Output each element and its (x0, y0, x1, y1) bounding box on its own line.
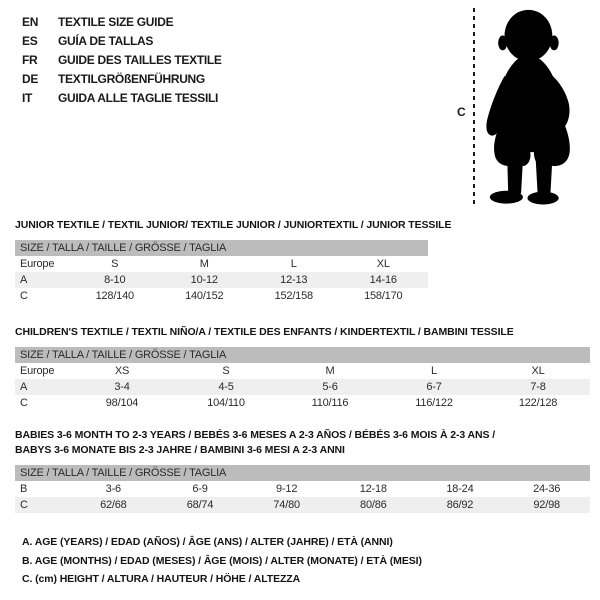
size-cell: 80/86 (360, 499, 387, 511)
size-cell: XS (114, 365, 130, 377)
toddler-silhouette-image (482, 8, 584, 210)
language-code: DE (22, 71, 39, 86)
size-cell: 3-4 (114, 381, 130, 393)
row-label-cell: C (20, 290, 28, 302)
table-row (15, 363, 590, 379)
language-name: TEXTILE SIZE GUIDE (58, 14, 174, 29)
size-cell: XL (531, 365, 545, 377)
size-cell: 14-16 (369, 274, 397, 286)
size-cell: 116/122 (415, 397, 453, 409)
row-label-cell: A (20, 274, 28, 286)
row-label-cell: A (20, 381, 28, 393)
size-cell: 12-18 (359, 483, 387, 495)
footnote-line-c: C. (cm) HEIGHT / ALTURA / HAUTEUR / HÖHE / ALTEZZA (22, 573, 301, 585)
size-cell: 104/110 (207, 397, 245, 409)
table-row (15, 497, 590, 513)
childrens-textile-section (15, 325, 590, 411)
size-cell: L (290, 258, 297, 270)
language-name: GUIDE DES TAILLES TEXTILE (58, 52, 222, 67)
table-row (15, 256, 428, 272)
size-cell: 18-24 (446, 483, 474, 495)
language-code: ES (22, 33, 38, 48)
childrens-size-table (15, 347, 590, 411)
size-cell: 12-13 (280, 274, 308, 286)
language-item (22, 69, 222, 88)
size-header-bar: SIZE / TALLA / TAILLE / GRÖSSE / TAGLIA (15, 240, 428, 256)
language-list (22, 12, 222, 107)
size-cell: 5-6 (322, 381, 338, 393)
row-label-cell: C (20, 397, 28, 409)
language-item (22, 12, 222, 31)
size-cell: XL (376, 258, 390, 270)
size-cell: 98/104 (105, 397, 139, 409)
language-item (22, 50, 222, 69)
row-label-cell: Europe (20, 365, 55, 377)
size-cell: 140/152 (185, 290, 224, 302)
height-measure-label-c: C (457, 105, 466, 119)
size-cell: 10-12 (190, 274, 218, 286)
language-name: GUÍA DE TALLAS (58, 33, 154, 48)
size-cell: 4-5 (218, 381, 234, 393)
size-cell: 24-36 (533, 483, 561, 495)
table-title: JUNIOR TEXTILE / TEXTIL JUNIOR/ TEXTILE JUNIOR / JUNIORTEXTIL / JUNIOR TESSILE (15, 219, 452, 231)
size-cell: 6-9 (192, 483, 208, 495)
babies-size-table (15, 465, 590, 513)
footnote-line-a: A. AGE (YEARS) / EDAD (AÑOS) / ÂGE (ANS) / ALTER (JAHRE) / ETÀ (ANNI) (22, 536, 393, 548)
size-cell: 3-6 (105, 483, 121, 495)
height-figure (450, 8, 598, 216)
language-name: GUIDA ALLE TAGLIE TESSILI (58, 90, 219, 105)
size-cell: L (431, 365, 437, 377)
size-cell: 74/80 (273, 499, 300, 511)
junior-size-table (15, 240, 428, 304)
size-cell: M (325, 365, 335, 377)
size-cell: 122/128 (518, 397, 558, 409)
table-row (15, 395, 590, 411)
size-cell: 158/170 (364, 290, 403, 302)
size-cell: M (199, 258, 209, 270)
size-cell: 9-12 (276, 483, 298, 495)
size-cell: 152/158 (274, 290, 313, 302)
language-name: TEXTILGRÖßENFÜHRUNG (58, 71, 205, 86)
table-header-row (15, 240, 428, 256)
language-item (22, 88, 222, 107)
size-header-bar: SIZE / TALLA / TAILLE / GRÖSSE / TAGLIA (15, 465, 590, 481)
size-cell: 7-8 (530, 381, 546, 393)
size-cell: 92/98 (533, 499, 560, 511)
footnotes (22, 533, 422, 589)
table-row (15, 288, 428, 304)
size-cell: 6-7 (426, 381, 442, 393)
row-label-cell: B (20, 483, 28, 495)
table-row (15, 481, 590, 497)
language-code: EN (22, 14, 39, 29)
row-label-cell: Europe (20, 258, 55, 270)
size-cell: S (111, 258, 119, 270)
size-cell: 8-10 (104, 274, 126, 286)
row-label-cell: C (20, 499, 28, 511)
table-row (15, 272, 428, 288)
table-header-row (15, 347, 590, 363)
table-title: BABIES 3-6 MONTH TO 2-3 YEARS / BEBÉS 3-6 MESES A 2-3 AÑOS / BÉBÉS 3-6 MOIS À 2-3 ANS / (15, 429, 496, 441)
size-cell: S (222, 365, 230, 377)
table-header-row (15, 465, 590, 481)
size-cell: 68/74 (186, 499, 214, 511)
size-cell: 62/68 (100, 499, 127, 511)
junior-textile-section (15, 218, 452, 304)
size-cell: 110/116 (311, 397, 349, 409)
footnote-line-b: B. AGE (MONTHS) / EDAD (MESES) / ÂGE (MOIS) / ALTER (MONATE) / ETÀ (MESI) (22, 554, 422, 567)
babies-textile-section (15, 428, 590, 513)
language-code: IT (22, 90, 33, 105)
table-row (15, 379, 590, 395)
height-dashed-line (473, 8, 475, 208)
table-title: CHILDREN'S TEXTILE / TEXTIL NIÑO/A / TEXTILE DES ENFANTS / KINDERTEXTIL / BAMBINI TESSILE (15, 326, 514, 338)
size-header-bar: SIZE / TALLA / TAILLE / GRÖSSE / TAGLIA (15, 347, 590, 363)
size-cell: 86/92 (446, 499, 474, 511)
table-title: BABYS 3-6 MONATE BIS 2-3 JAHRE / BAMBINI 3-6 MESI A 2-3 ANNI (15, 444, 345, 456)
size-cell: 128/140 (95, 290, 134, 302)
language-item (22, 31, 222, 50)
language-code: FR (22, 52, 38, 67)
